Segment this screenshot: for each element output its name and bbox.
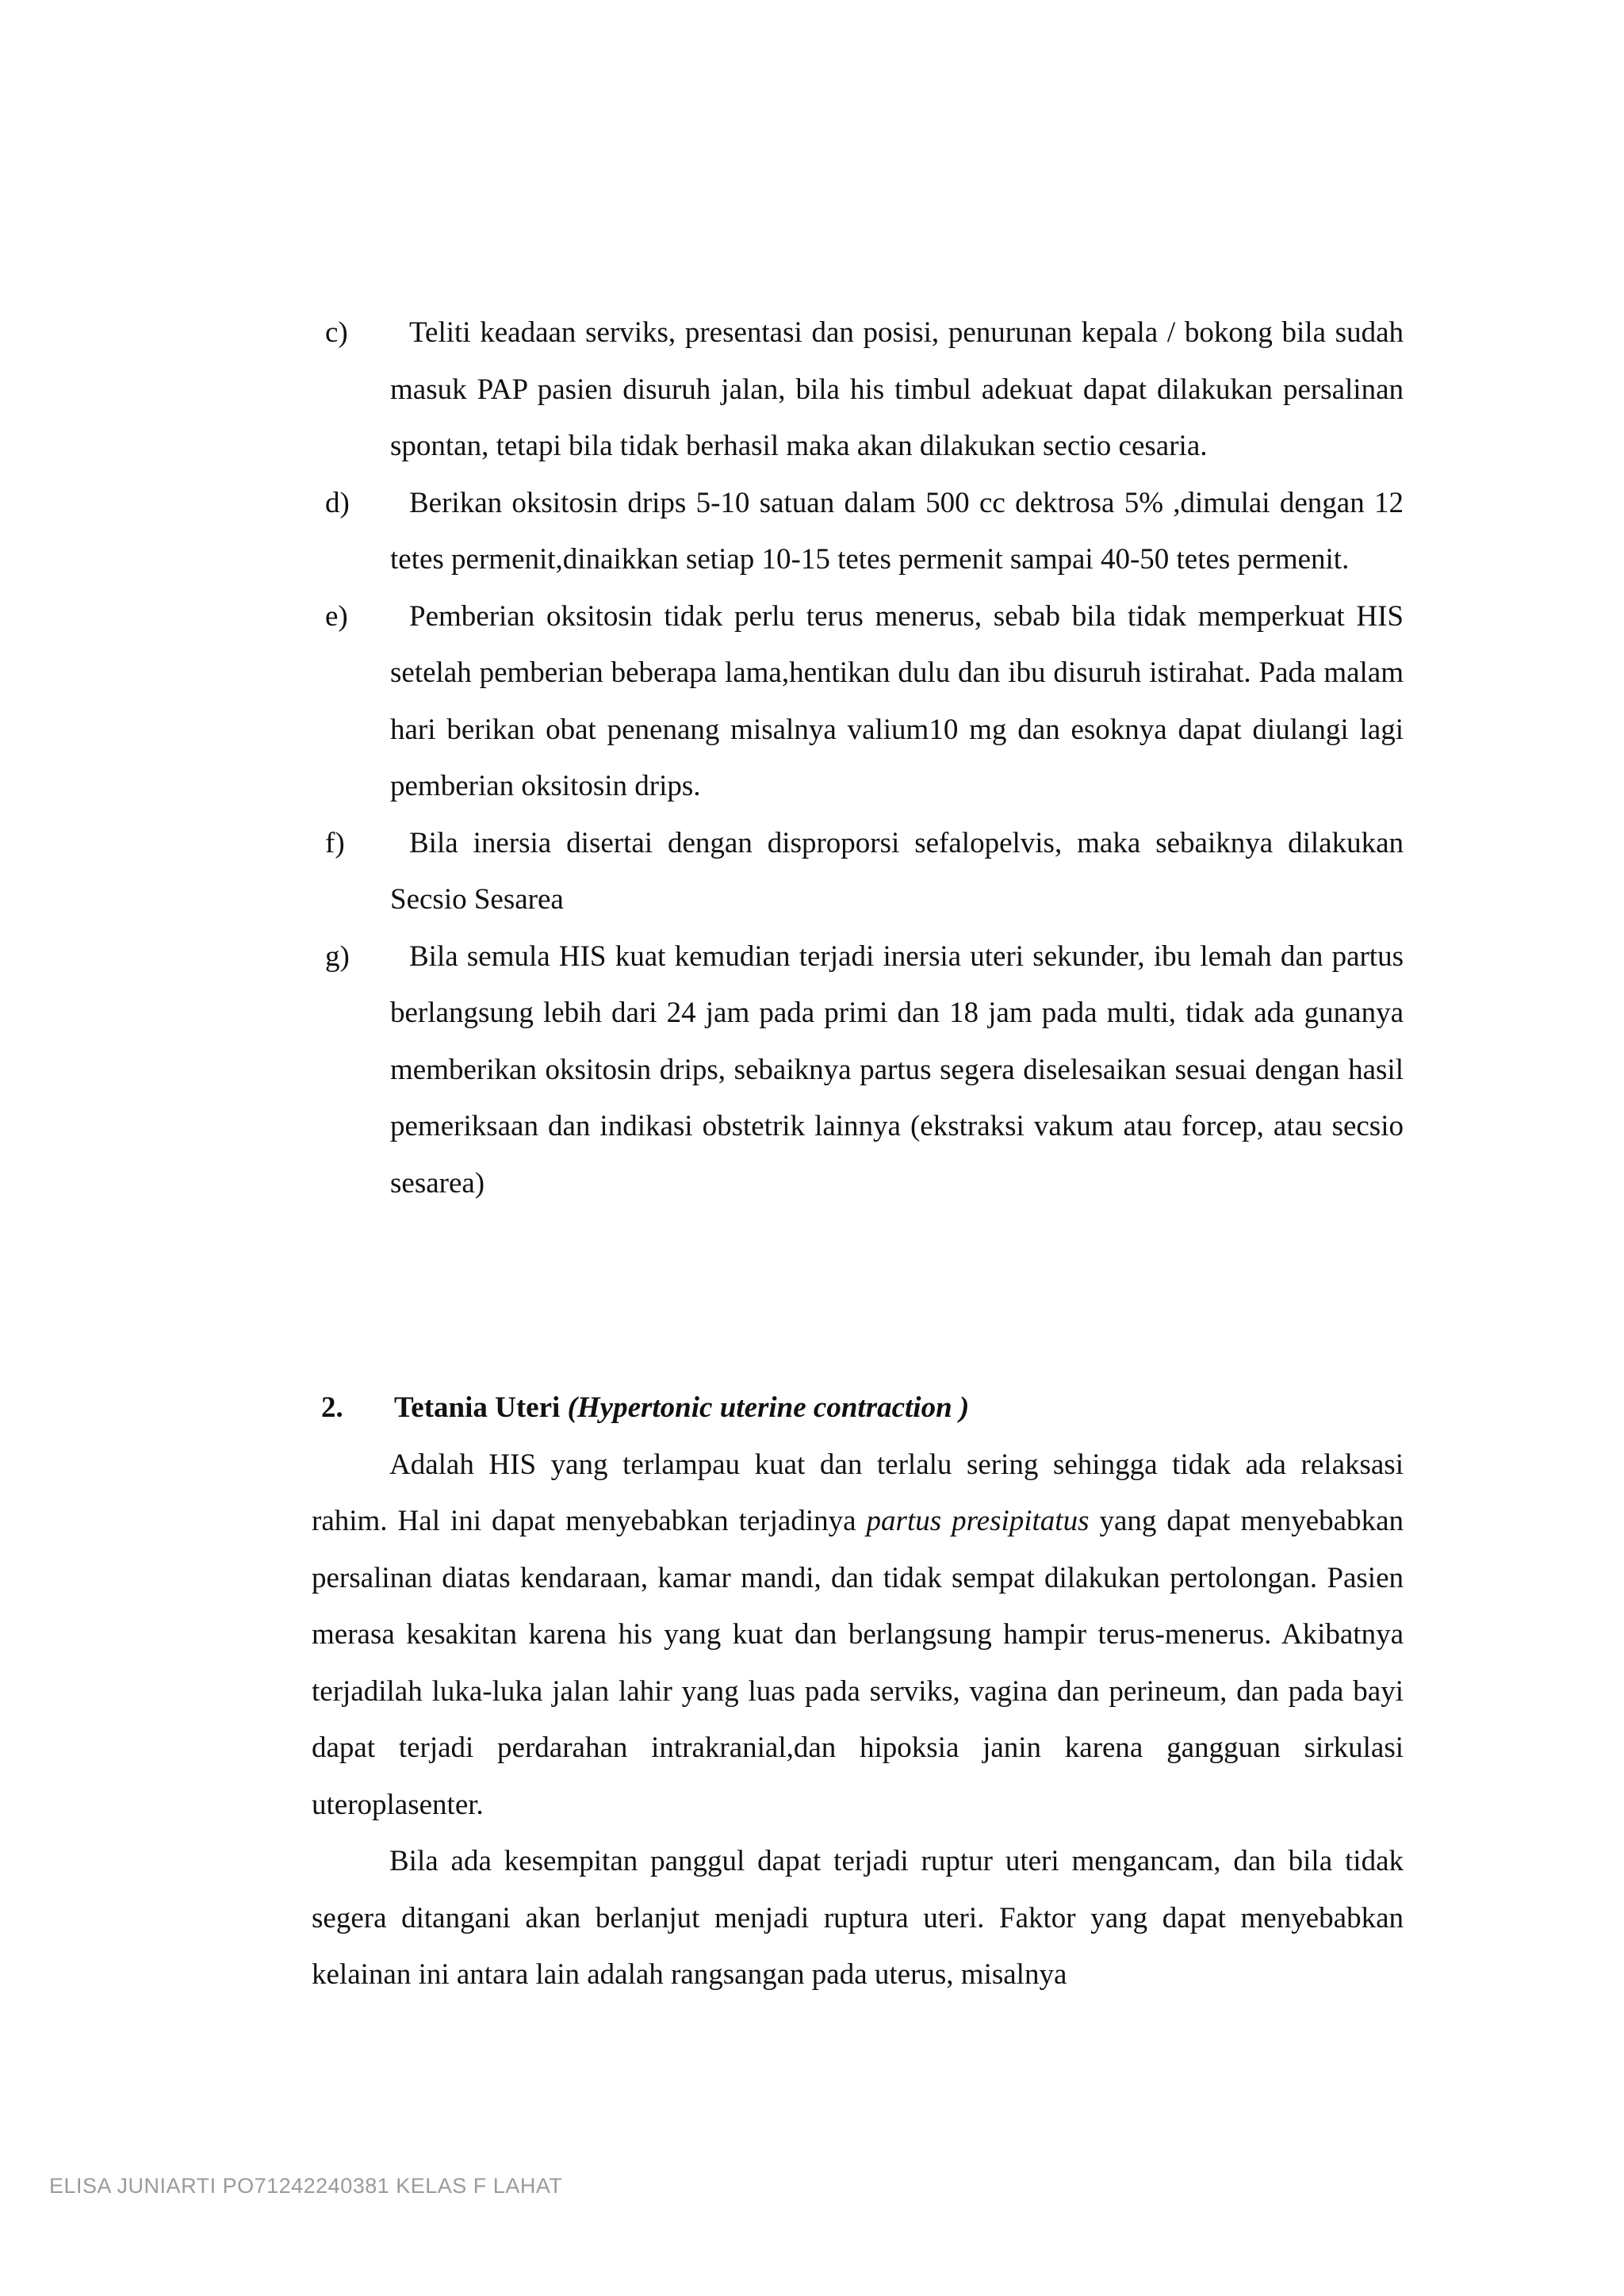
paragraph-text: Adalah HIS yang terlampau kuat dan terlalu sering sehingga tidak ada relaksasi rahim. Hal ini dapat menyebabkan terjadinya [312, 1448, 1404, 1537]
list-item-text: Teliti keadaan serviks, presentasi dan posisi, penurunan kepala / bokong bila sudah masuk PAP pasien disuruh jalan, bila his timbul adekuat dapat dilakukan persalinan spontan, tetapi bila tidak berhasil maka akan dilakukan sectio cesaria. [390, 316, 1404, 462]
list-item-marker: c) [325, 316, 348, 349]
list-item-text: Pemberian oksitosin tidak perlu terus menerus, sebab bila tidak memperkuat HIS setelah pemberian beberapa lama,hentikan dulu dan ibu disuruh istirahat. Pada malam hari berikan obat penenang misalnya valium10 mg dan esoknya dapat diulangi lagi pemberian oksitosin drips. [390, 599, 1404, 802]
list-item [325, 815, 1404, 928]
paragraph-text: Bila ada kesempitan panggul dapat terjadi ruptur uteri mengancam, dan bila tidak segera ditangani akan berlanjut menjadi ruptura uteri. Faktor yang dapat menyebabkan kelainan ini antara lain adalah rangsangan pada uterus, misalnya [312, 1845, 1404, 1991]
paragraph-italic-term: partus presipitatus [866, 1505, 1090, 1537]
list-item-marker: d) [325, 486, 350, 519]
section-title-italic: (Hypertonic uterine contraction ) [567, 1391, 970, 1424]
paragraph [312, 1437, 1404, 1834]
list-item-marker: f) [325, 826, 345, 859]
list-item [325, 588, 1404, 815]
paragraph [312, 1833, 1404, 2003]
section-title: Tetania Uteri [394, 1391, 561, 1424]
list-item-marker: g) [325, 939, 350, 973]
section-tetania-uteri [312, 1380, 1404, 2003]
page-footer: ELISA JUNIARTI PO71242240381 KELAS F LAHAT [49, 2174, 563, 2198]
list-item-text: Bila semula HIS kuat kemudian terjadi inersia uteri sekunder, ibu lemah dan partus berlangsung lebih dari 24 jam pada primi dan 18 jam pada multi, tidak ada gunanya memberikan oksitosin drips, sebaiknya partus segera diselesaikan sesuai dengan hasil pemeriksaan dan indikasi obstetrik lainnya (ekstraksi vakum atau forcep, atau secsio sesarea) [390, 939, 1404, 1200]
list-item [325, 928, 1404, 1212]
list-item-text: Berikan oksitosin drips 5-10 satuan dalam 500 cc dektrosa 5% ,dimulai dengan 12 tetes permenit,dinaikkan setiap 10-15 tetes permenit sampai 40-50 tetes permenit. [390, 486, 1404, 576]
numbered-list [325, 304, 1404, 1211]
section-heading [312, 1380, 1404, 1437]
list-item [325, 475, 1404, 588]
paragraph-text: yang dapat menyebabkan persalinan diatas kendaraan, kamar mandi, dan tidak sempat dilakukan pertolongan. Pasien merasa kesakitan karena his yang kuat dan berlangsung hampir terus-menerus. Akibatnya terjadilah luka-luka jalan lahir yang luas pada serviks, vagina dan perineum, dan pada bayi dapat terjadi perdarahan intrakranial,dan hipoksia janin karena gangguan sirkulasi uteroplasenter. [312, 1505, 1404, 1821]
list-item-marker: e) [325, 599, 348, 633]
list-item [325, 304, 1404, 475]
list-item-text: Bila inersia disertai dengan disproporsi sefalopelvis, maka sebaiknya dilakukan Secsio Sesarea [390, 826, 1404, 916]
section-number: 2. [321, 1391, 343, 1424]
